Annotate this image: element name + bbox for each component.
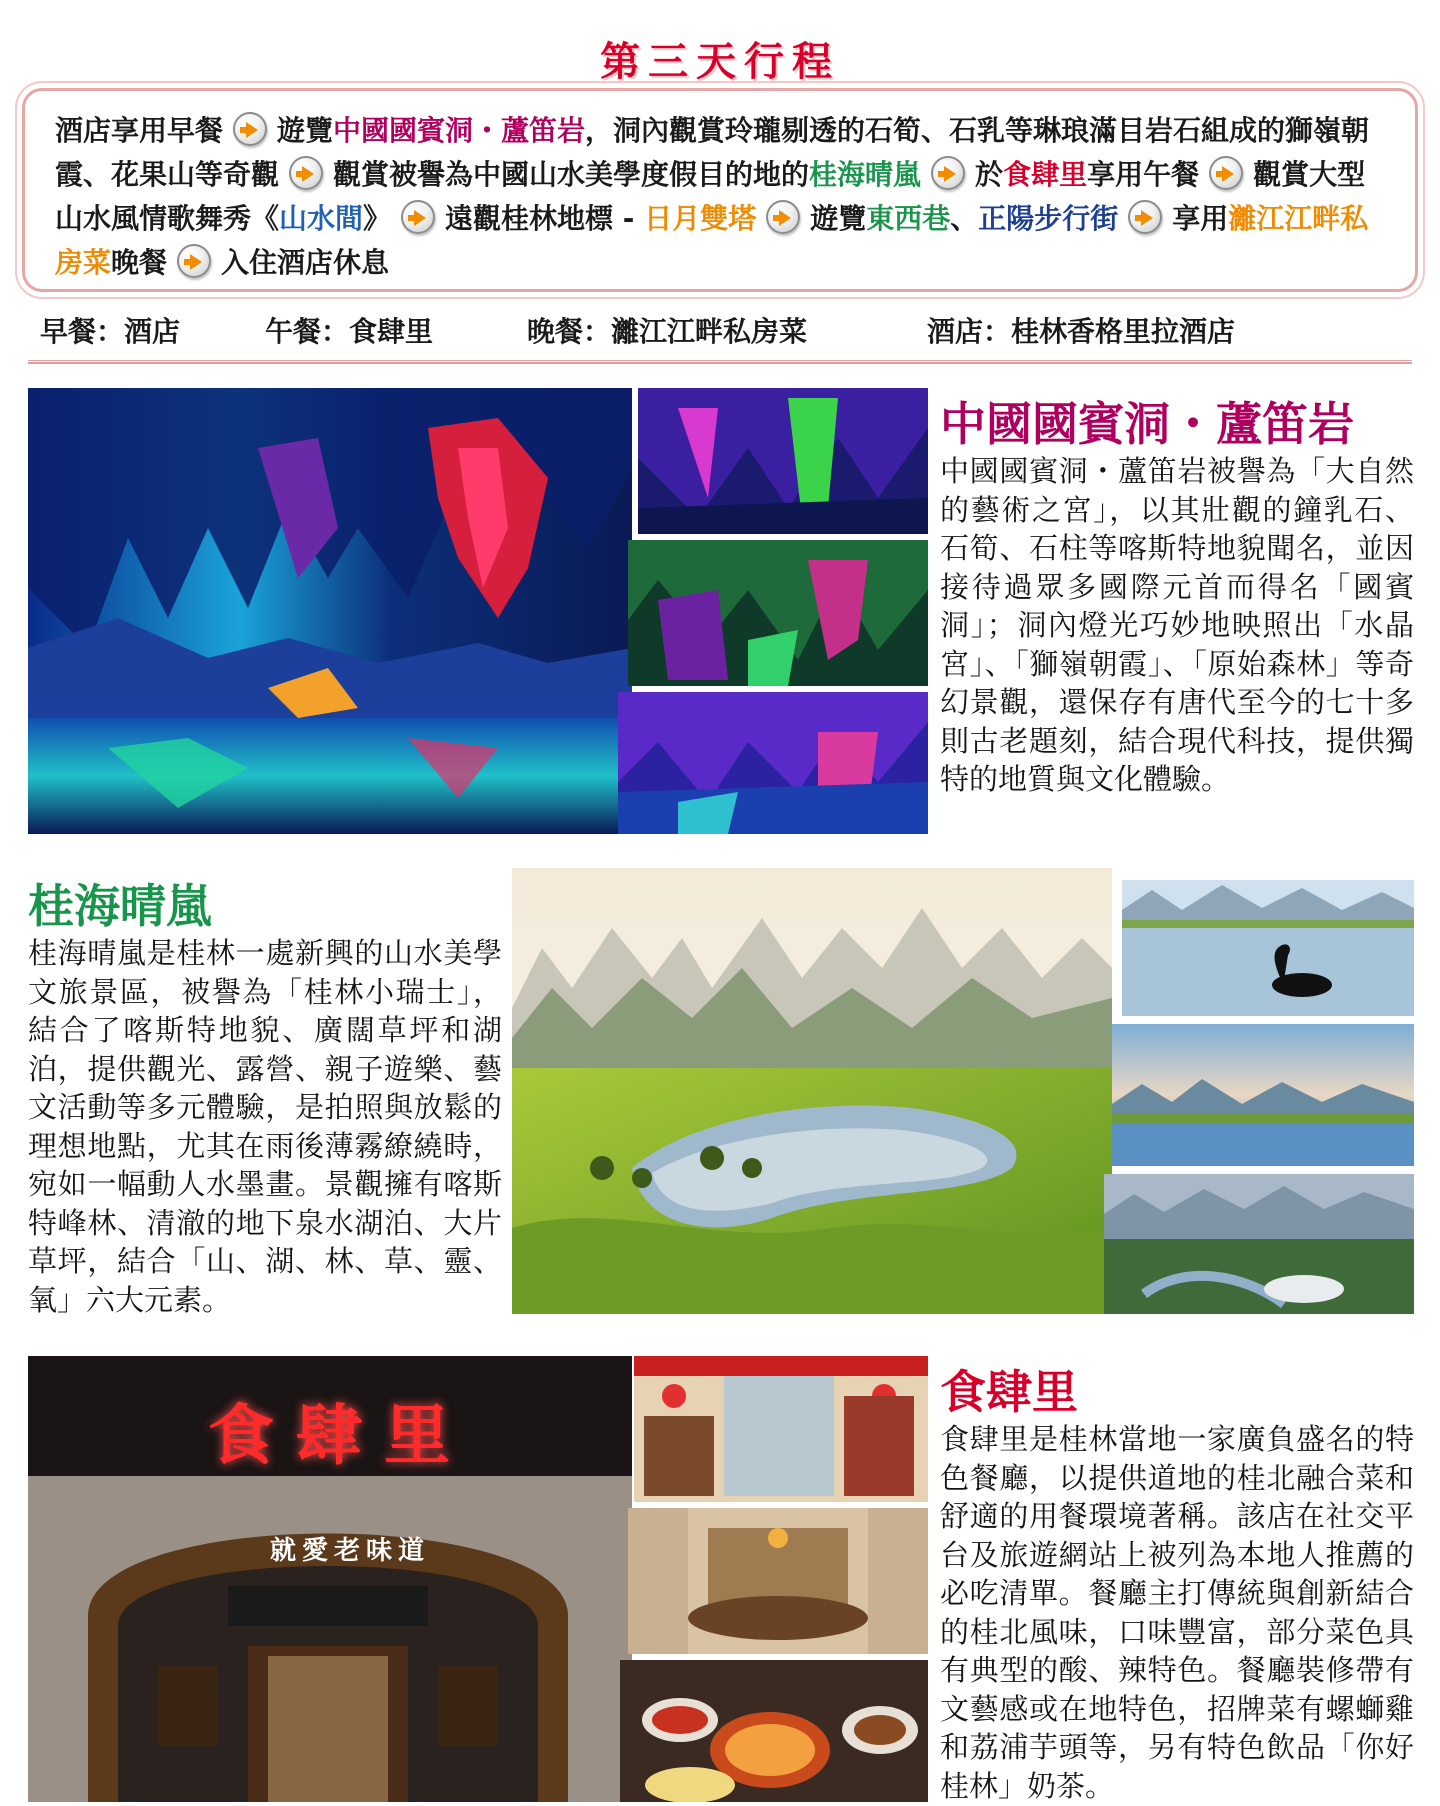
arrow-right-icon bbox=[401, 200, 435, 234]
guihai-text: 桂海晴嵐是桂林一處新興的山水美學文旅景區，被譽為「桂林小瑞士」，結合了喀斯特地貌、廣闊草坪和湖泊，提供觀光、露營、親子遊樂、藝文活動等多元體驗，是拍照與放鬆的理想地點，尤其在雨後薄霧繚繞時，宛如一幅動人水墨畫。景觀擁有喀斯特峰林、清澈的地下泉水湖泊、大片草坪，結合「山、湖、林、草、靈、氧」六大元素。 bbox=[28, 936, 502, 1317]
guihai-photo-aerial bbox=[1104, 1174, 1414, 1314]
step-dongxi-lane: 東西巷 bbox=[866, 202, 951, 235]
step-show-prefix: 觀賞大型山水風情歌舞秀《 bbox=[55, 158, 1366, 235]
step-guihai-label: 觀賞被譽為中國山水美學度假目的地的 bbox=[333, 158, 810, 191]
arrow-right-icon bbox=[289, 156, 323, 190]
shisili-title: 食肆里 bbox=[940, 1365, 1078, 1419]
step-lijiang-dinner: 灕江江畔私房菜 bbox=[55, 202, 1369, 279]
step-reed-flute: 中國國賓洞・蘆笛岩 bbox=[333, 114, 586, 147]
cave-photo-2 bbox=[638, 388, 928, 534]
step-breakfast: 酒店享用早餐 bbox=[55, 114, 224, 147]
step-shisili: 食肆里 bbox=[1003, 158, 1088, 191]
divider bbox=[28, 360, 1412, 364]
step-lunch-suffix: 享用午餐 bbox=[1087, 158, 1200, 191]
guihai-photo-swan bbox=[1122, 880, 1414, 1016]
step-streets-sep: 、 bbox=[950, 202, 979, 235]
step-streets-prefix: 遊覽 bbox=[810, 202, 867, 235]
reed-flute-text: 中國國賓洞・蘆笛岩被譽為「大自然的藝術之宮」，以其壯觀的鐘乳石、石筍、石柱等喀斯特地貌聞名，並因接待過眾多國際元首而得名「國賓洞」；洞內燈光巧妙地映照出「水晶宮」、「獅嶺朝霞」、「原始森林」等奇幻景觀，還保存有唐代至今的七十多則古老題刻，結合現代科技，提供獨特的地質與文化體驗。 bbox=[940, 454, 1414, 796]
step-reed-flute-desc: ，洞內觀賞玲瓏剔透的石筍、石乳等琳琅滿目岩石組成的獅嶺朝霞、花果山等奇觀 bbox=[55, 114, 1370, 191]
step-zhengyang-street: 正陽步行街 bbox=[978, 202, 1119, 235]
arch-sign: 就愛老味道 bbox=[269, 1536, 430, 1566]
shisili-text: 食肆里是桂林當地一家廣負盛名的特色餐廳，以提供道地的桂北融合菜和舒適的用餐環境著稱。該店在社交平台及旅遊網站上被列為本地人推薦的必吃清單。餐廳主打傳統與創新結合的桂北風味，口味豐富，部分菜色具有典型的酸、辣特色。餐廳裝修帶有文藝感或在地特色，招牌菜有螺螄雞和荔浦芋頭等，另有特色飲品「你好桂林」奶茶。 bbox=[940, 1422, 1414, 1803]
arrow-right-icon bbox=[931, 156, 965, 190]
meal-hotel: 酒店：桂林香格里拉酒店 bbox=[927, 315, 1236, 348]
step-show-name: 山水間 bbox=[279, 202, 364, 235]
meal-lunch: 午餐：食肆里 bbox=[265, 315, 434, 348]
itinerary-text bbox=[55, 109, 1387, 285]
step-show-suffix: 》 bbox=[363, 202, 392, 235]
reed-flute-title: 中國國賓洞・蘆笛岩 bbox=[940, 397, 1354, 451]
shisili-photo-interior bbox=[634, 1356, 928, 1502]
shisili-photo-dining bbox=[628, 1508, 928, 1654]
arrow-right-icon bbox=[233, 112, 267, 146]
step-twin-pagodas: 日月雙塔 bbox=[644, 202, 757, 235]
arrow-right-icon bbox=[1128, 200, 1162, 234]
restaurant-sign: 食肆里 bbox=[208, 1396, 472, 1474]
step-guihai: 桂海晴嵐 bbox=[809, 158, 922, 191]
itinerary-box bbox=[22, 88, 1418, 292]
step-lunch-prefix: 於 bbox=[975, 158, 1004, 191]
guihai-title: 桂海晴嵐 bbox=[28, 879, 212, 933]
step-dinner-suffix: 晚餐 bbox=[111, 246, 168, 279]
cave-photo-main bbox=[28, 388, 632, 834]
arrow-right-icon bbox=[177, 244, 211, 278]
cave-photo-4 bbox=[618, 692, 928, 834]
shisili-photo-dishes bbox=[620, 1660, 928, 1802]
day-title: 第三天行程 bbox=[600, 39, 840, 85]
meal-dinner: 晚餐：灕江江畔私房菜 bbox=[527, 315, 808, 348]
step-dinner-prefix: 享用 bbox=[1172, 202, 1229, 235]
meals-bar bbox=[40, 310, 1420, 354]
step-visit-label: 遊覽 bbox=[277, 114, 334, 147]
step-landmark-prefix: 遠觀桂林地標 - bbox=[445, 202, 645, 235]
cave-photo-3 bbox=[628, 540, 928, 686]
meal-breakfast: 早餐：酒店 bbox=[40, 315, 181, 348]
arrow-right-icon bbox=[1209, 156, 1243, 190]
guihai-photo-main bbox=[512, 868, 1112, 1314]
step-hotel: 入住酒店休息 bbox=[221, 246, 390, 279]
guihai-photo-lake bbox=[1112, 1024, 1414, 1166]
arrow-right-icon bbox=[766, 200, 800, 234]
